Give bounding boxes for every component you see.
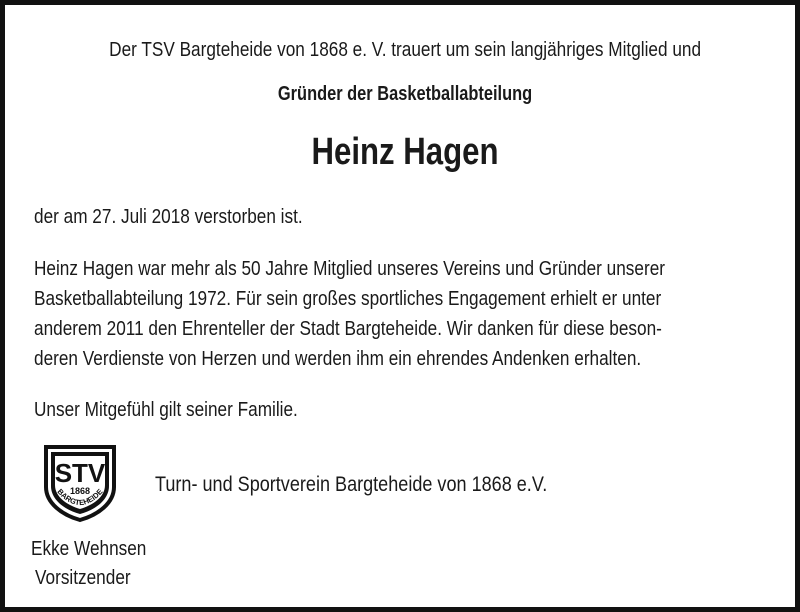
intro-text: Der TSV Bargteheide von 1868 e. V. trauert um sein langjähriges Mitglied und — [109, 39, 701, 61]
role-text: Gründer der Basketballabteilung — [277, 83, 533, 105]
signatory-name: Ekke Wehnsen — [31, 538, 147, 560]
intro-line — [5, 38, 800, 62]
logo-year: 1868 — [69, 486, 91, 496]
logo-letters: STV — [54, 458, 106, 488]
sympathy-line: Unser Mitgefühl gilt seiner Familie. — [34, 399, 298, 421]
logo-town: BARGTEHEIDE — [55, 487, 105, 508]
signatory-title: Vorsitzender — [35, 567, 131, 589]
deceased-name — [5, 129, 800, 175]
club-crest-logo — [40, 443, 120, 523]
club-full-name: Turn- und Sportverein Bargteheide von 1868 e.V. — [155, 473, 548, 496]
tribute-line-4: deren Verdienste von Herzen und werden ihm ein ehrendes Andenken erhalten. — [34, 348, 642, 370]
role-heading — [5, 82, 800, 106]
tribute-line-3: anderem 2011 den Ehrenteller der Stadt Bargteheide. Wir danken für diese beson- — [34, 318, 662, 340]
deceased-name-text: Heinz Hagen — [311, 131, 499, 173]
tribute-line-2: Basketballabteilung 1972. Für sein großes sportliches Engagement erhielt er unter — [34, 288, 662, 310]
tribute-line-1: Heinz Hagen war mehr als 50 Jahre Mitglied unseres Vereins und Gründer unserer — [34, 258, 665, 280]
death-date-line: der am 27. Juli 2018 verstorben ist. — [34, 206, 303, 228]
